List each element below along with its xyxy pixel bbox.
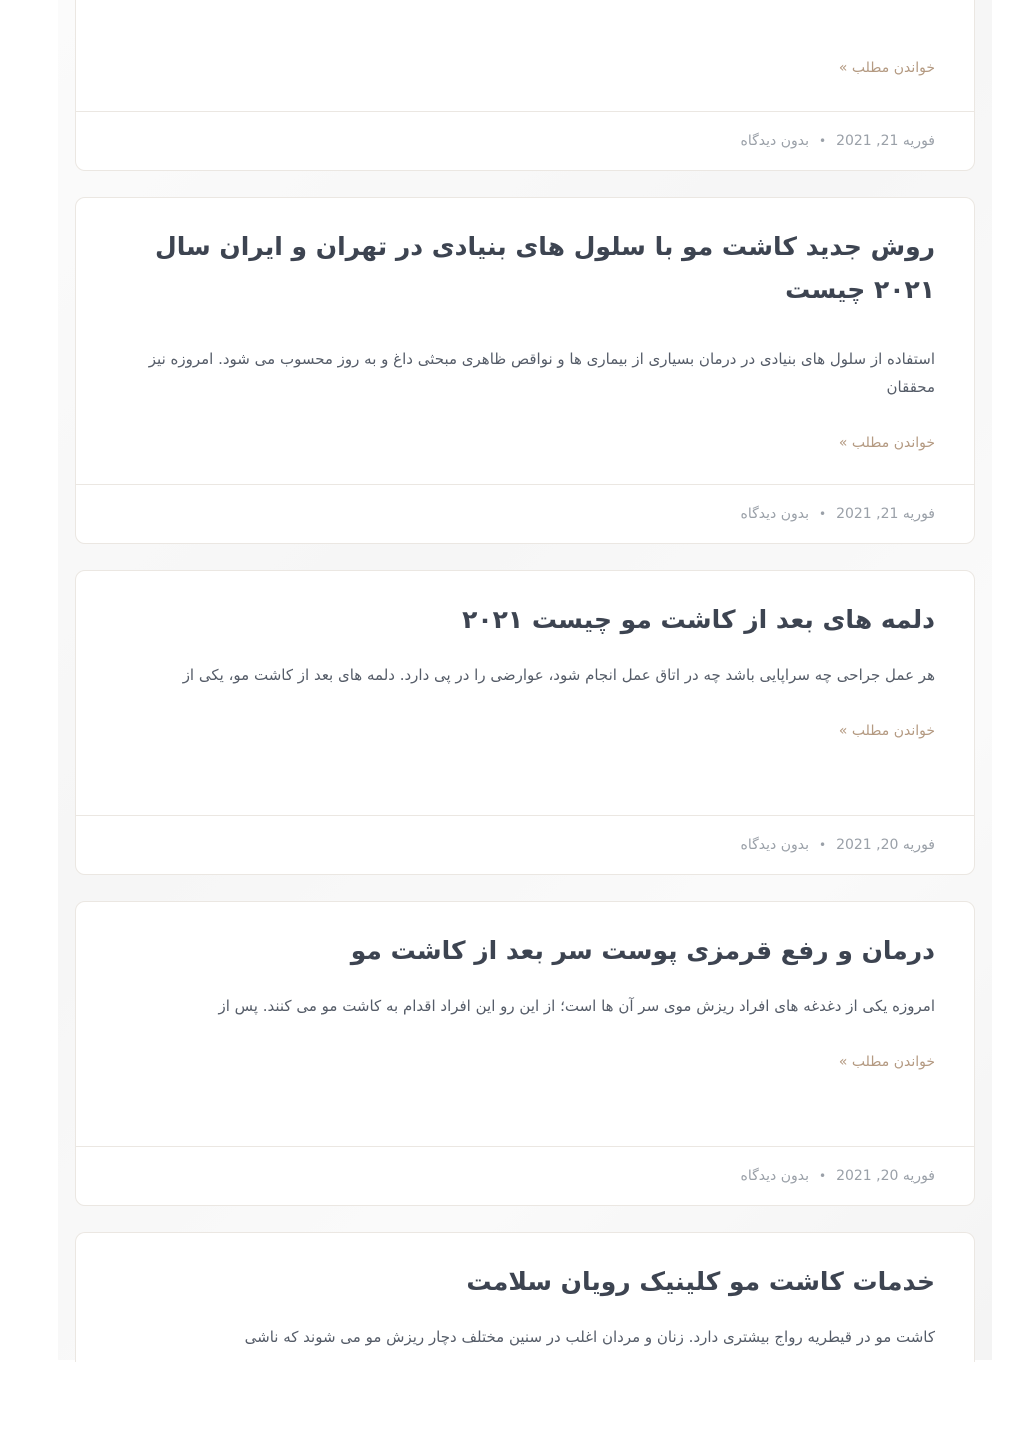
separator-dot: •	[819, 134, 827, 148]
post-excerpt: استفاده از سلول های بنیادی در درمان بسیاری از بیماری ها و نواقص ظاهری مبحثی داغ و به روز محسوب می شود. امروزه نیز محققان	[148, 350, 935, 396]
post-excerpt: کاشت مو در قیطریه رواج بیشتری دارد. زنان و مردان اغلب در سنین مختلف دچار ریزش مو می شوند که ناشی	[244, 1328, 935, 1346]
read-more-link[interactable]: خواندن مطلب »	[838, 60, 935, 76]
post-card	[75, 1232, 975, 1362]
separator-dot: •	[819, 1169, 827, 1183]
read-more-link[interactable]: خواندن مطلب »	[838, 723, 935, 739]
post-excerpt: هر عمل جراحی چه سراپایی باشد چه در اتاق عمل انجام شود، عوارضی را در پی دارد. دلمه های بعد از کاشت مو، یکی از	[182, 666, 935, 684]
post-card	[75, 570, 975, 875]
post-title[interactable]: روش جدید کاشت مو با سلول های بنیادی در تهران و ایران سال ۲۰۲۱ چیست	[155, 232, 935, 304]
post-excerpt: امروزه یکی از دغدغه های افراد ریزش موی سر آن ها است؛ از این رو این افراد اقدام به کاشت مو می کنند. پس از	[218, 997, 935, 1015]
separator-dot: •	[819, 507, 827, 521]
comment-count[interactable]: بدون دیدگاه	[740, 506, 809, 522]
separator-dot: •	[819, 838, 827, 852]
post-date: فوریه 20, 2021	[836, 837, 935, 853]
post-title[interactable]: درمان و رفع قرمزی پوست سر بعد از کاشت مو	[350, 936, 935, 965]
post-meta	[76, 484, 974, 543]
post-title[interactable]: خدمات کاشت مو کلینیک رویان سلامت	[466, 1267, 935, 1296]
post-meta	[76, 111, 974, 170]
post-title[interactable]: دلمه های بعد از کاشت مو چیست ۲۰۲۱	[462, 605, 935, 634]
comment-count[interactable]: بدون دیدگاه	[740, 133, 809, 149]
comment-count[interactable]: بدون دیدگاه	[740, 1168, 809, 1184]
post-date: فوریه 20, 2021	[836, 1168, 935, 1184]
post-card	[75, 197, 975, 544]
read-more-link[interactable]: خواندن مطلب »	[838, 435, 935, 451]
post-date: فوریه 21, 2021	[836, 133, 935, 149]
post-card	[75, 0, 975, 171]
comment-count[interactable]: بدون دیدگاه	[740, 837, 809, 853]
post-date: فوریه 21, 2021	[836, 506, 935, 522]
post-meta	[76, 1146, 974, 1205]
post-card	[75, 901, 975, 1206]
read-more-link[interactable]: خواندن مطلب »	[838, 1054, 935, 1070]
post-meta	[76, 815, 974, 874]
